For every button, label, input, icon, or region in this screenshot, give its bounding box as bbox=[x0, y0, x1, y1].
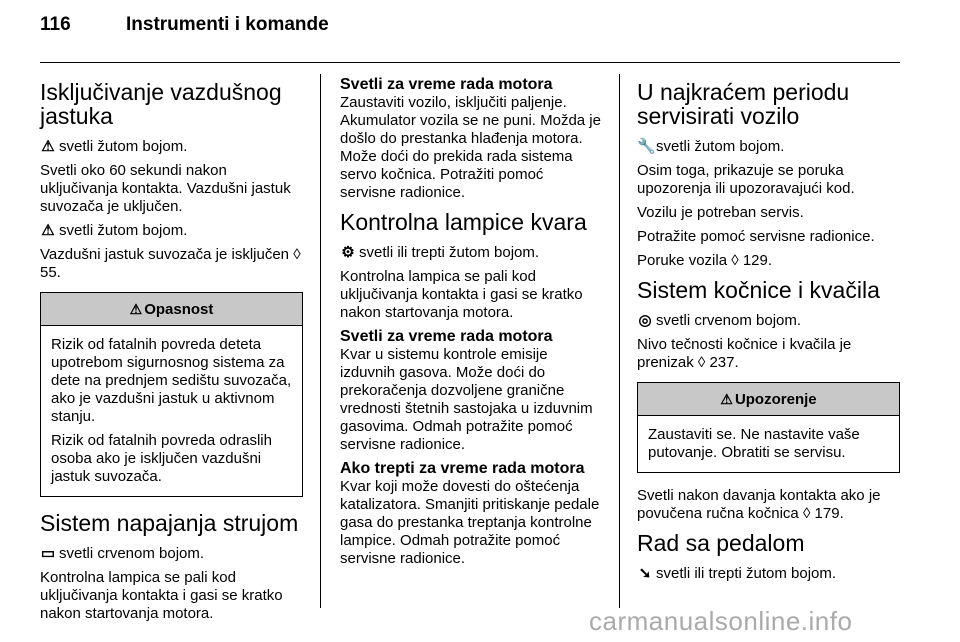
airbag-on-icon: ⚠ bbox=[41, 222, 55, 239]
danger-text: Rizik od fatalnih povreda deteta upotrebom sigurnosnog sistema za dete na prednjem sedištu suvozača, ako je vazdušni jastuk u aktivnom stanju. bbox=[51, 336, 292, 425]
page-title: Instrumenti i komande bbox=[126, 14, 329, 35]
brake-icon: ◎ bbox=[638, 312, 652, 329]
heading-service: U najkraćem periodu servisirati vozilo bbox=[637, 79, 850, 129]
page-number: 116 bbox=[40, 14, 71, 35]
heading-brake: Sistem kočnice i kvačila bbox=[637, 277, 880, 303]
warning-box bbox=[637, 382, 900, 473]
airbag-off-icon: ⚠ bbox=[41, 138, 55, 155]
paragraph: Svetli nakon davanja kontakta ako je povučena ručna kočnica bbox=[637, 487, 881, 522]
heading-malfunction: Kontrolna lampice kvara bbox=[340, 209, 587, 235]
paragraph: Osim toga, prikazuje se poruka upozorenja ili upozoravajući kod. bbox=[637, 162, 855, 197]
page-ref[interactable]: 55. bbox=[40, 264, 61, 281]
pedal-icon: ➘ bbox=[638, 565, 652, 582]
page-ref-icon: ◊ bbox=[802, 505, 811, 522]
engine-icon: ⚙ bbox=[341, 244, 355, 261]
subheading-running: Svetli za vreme rada motora bbox=[340, 328, 553, 345]
brake-text: svetli crvenom bojom. bbox=[656, 312, 802, 329]
heading-airbag-off: Isključivanje vazdušnog jastuka bbox=[40, 79, 282, 129]
paragraph: Kontrolna lampica se pali kod uključivanja kontakta i gasi se kratko nakon startovanja motora. bbox=[340, 268, 583, 321]
airbag-on-text: svetli žutom bojom. bbox=[59, 222, 188, 239]
paragraph: Svetli oko 60 sekundi nakon uključivanja kontakta. Vazdušni jastuk suvozača je uključen. bbox=[40, 162, 291, 215]
column-3 bbox=[637, 74, 900, 589]
page-ref[interactable]: 129. bbox=[742, 252, 773, 269]
warning-triangle-icon: ⚠ bbox=[129, 301, 143, 317]
paragraph: Potražite pomoć servisne radionice. bbox=[637, 228, 875, 245]
column-divider bbox=[619, 74, 620, 608]
subheading-blink: Ako trepti za vreme rada motora bbox=[340, 460, 585, 477]
page-ref[interactable]: 237. bbox=[709, 354, 739, 371]
warning-text: Zaustaviti se. Ne nastavite vaše putovanje. Obratiti se servisu. bbox=[648, 426, 860, 461]
paragraph: Kontrolna lampica se pali kod uključivanja kontakta i gasi se kratko nakon startovanja motora. bbox=[40, 569, 283, 622]
page-ref-icon: ◊ bbox=[697, 354, 706, 371]
paragraph: Vazdušni jastuk suvozača je isključen bbox=[40, 246, 290, 263]
heading-pedal: Rad sa pedalom bbox=[637, 530, 805, 556]
paragraph: Kvar koji može dovesti do oštećenja katalizatora. Smanjiti pritiskanje pedale gasa do prestanka treptanja kontrolne lampice. Odmah potražite pomoć servisne radionice. bbox=[340, 478, 600, 567]
paragraph: Vozilu je potreban servis. bbox=[637, 204, 804, 221]
column-divider bbox=[320, 74, 321, 608]
service-text: svetli žutom bojom. bbox=[656, 138, 785, 155]
page-ref-icon: ◊ bbox=[731, 252, 739, 269]
danger-text: Rizik od fatalnih povreda odraslih osoba ako je isključen vazdušni jastuk suvozača. bbox=[51, 432, 272, 485]
paragraph: Kvar u sistemu kontrole emisije izduvnih gasova. Može doći do prekoračenja dozvoljene granične vrednosti štetnih sastojaka u izduvnim gasovima. Odmah potražite pomoć servisne radionice. bbox=[340, 346, 593, 453]
danger-title: Opasnost bbox=[144, 301, 214, 318]
warning-triangle-icon: ⚠ bbox=[720, 391, 733, 407]
pedal-text: svetli ili trepti žutom bojom. bbox=[656, 565, 837, 582]
battery-text: svetli crvenom bojom. bbox=[59, 545, 205, 562]
subheading-running: Svetli za vreme rada motora bbox=[340, 76, 553, 93]
paragraph: Poruke vozila bbox=[637, 252, 728, 269]
page-ref[interactable]: 179. bbox=[814, 505, 844, 522]
paragraph: Zaustaviti vozilo, isključiti paljenje. Akumulator vozila se ne puni. Možda je došlo do prestanka hlađenja motora. Može doći do prekida rada sistema servo kočnica. Potražiti pomoć servisne radionice. bbox=[340, 94, 601, 201]
engine-text: svetli ili trepti žutom bojom. bbox=[359, 244, 540, 261]
danger-box bbox=[40, 292, 303, 497]
watermark: carmanualsonline.info bbox=[589, 606, 853, 636]
column-1 bbox=[40, 74, 303, 629]
heading-power-system: Sistem napajanja strujom bbox=[40, 510, 299, 536]
page-header bbox=[40, 14, 329, 36]
battery-icon: ▭ bbox=[40, 545, 56, 562]
warning-title: Upozorenje bbox=[734, 391, 817, 408]
paragraph: Nivo tečnosti kočnice i kvačila je prenizak bbox=[637, 336, 852, 371]
column-2 bbox=[340, 74, 603, 574]
page-ref-icon: ◊ bbox=[293, 246, 301, 263]
header-rule bbox=[40, 62, 900, 63]
airbag-off-text: svetli žutom bojom. bbox=[59, 138, 188, 155]
service-car-icon: 🔧 bbox=[637, 138, 656, 155]
